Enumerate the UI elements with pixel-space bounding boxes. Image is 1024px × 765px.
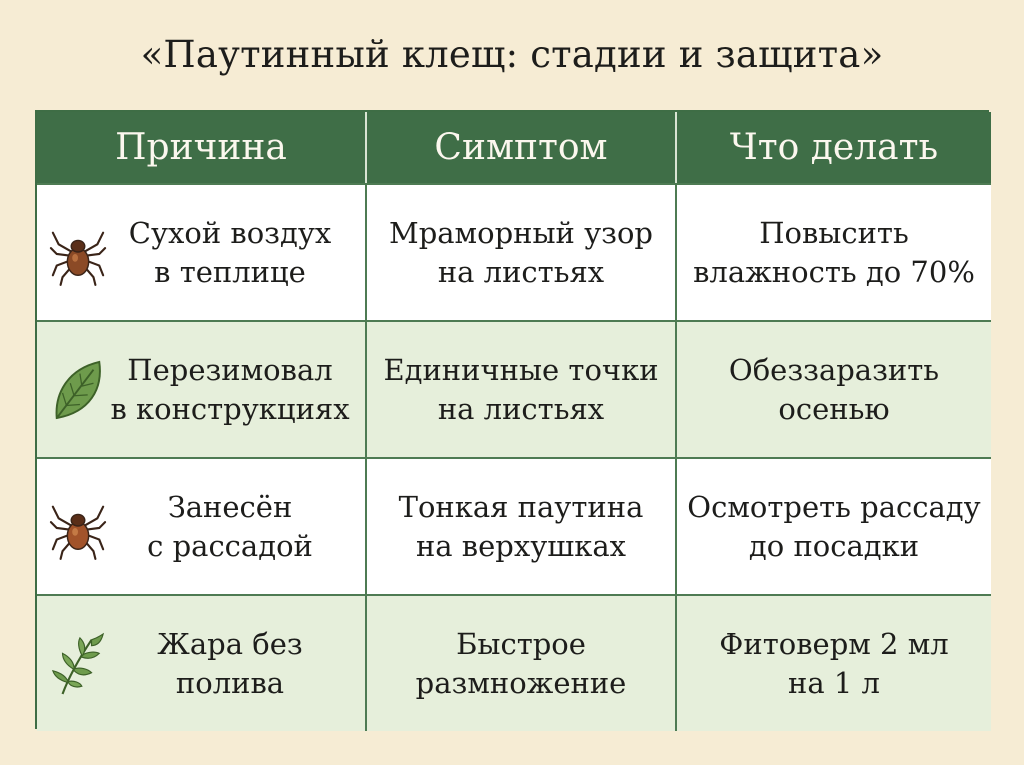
symptom-cell: Единичные точки на листьях bbox=[365, 320, 675, 457]
cause-cell bbox=[37, 457, 365, 594]
symptom-cell: Быстрое размножение bbox=[365, 594, 675, 731]
action-cell: Фитоверм 2 мл на 1 л bbox=[675, 594, 991, 731]
symptom-cell: Тонкая паутина на верхушках bbox=[365, 457, 675, 594]
spider-mite-icon bbox=[49, 492, 107, 562]
action-cell: Обеззаразить осенью bbox=[675, 320, 991, 457]
cause-cell bbox=[37, 594, 365, 731]
cause-text: Жара без полива bbox=[157, 626, 303, 700]
herb-sprig-icon bbox=[49, 629, 107, 699]
cause-text: Сухой воздух в теплице bbox=[128, 215, 332, 289]
header-symptom: Симптом bbox=[365, 112, 675, 183]
spider-mite-icon bbox=[49, 218, 107, 288]
symptom-cell: Мраморный узор на листьях bbox=[365, 183, 675, 320]
mite-table bbox=[35, 110, 989, 729]
cause-cell bbox=[37, 183, 365, 320]
cause-text: Занесён с рассадой bbox=[147, 489, 313, 563]
page-title: «Паутинный клещ: стадии и защита» bbox=[140, 33, 884, 76]
action-cell: Повысить влажность до 70% bbox=[675, 183, 991, 320]
cause-text: Перезимовал в конструкциях bbox=[110, 352, 350, 426]
action-cell: Осмотреть рассаду до посадки bbox=[675, 457, 991, 594]
header-action: Что делать bbox=[675, 112, 991, 183]
cause-cell bbox=[37, 320, 365, 457]
leaf-icon bbox=[49, 355, 107, 425]
header-cause: Причина bbox=[37, 112, 365, 183]
